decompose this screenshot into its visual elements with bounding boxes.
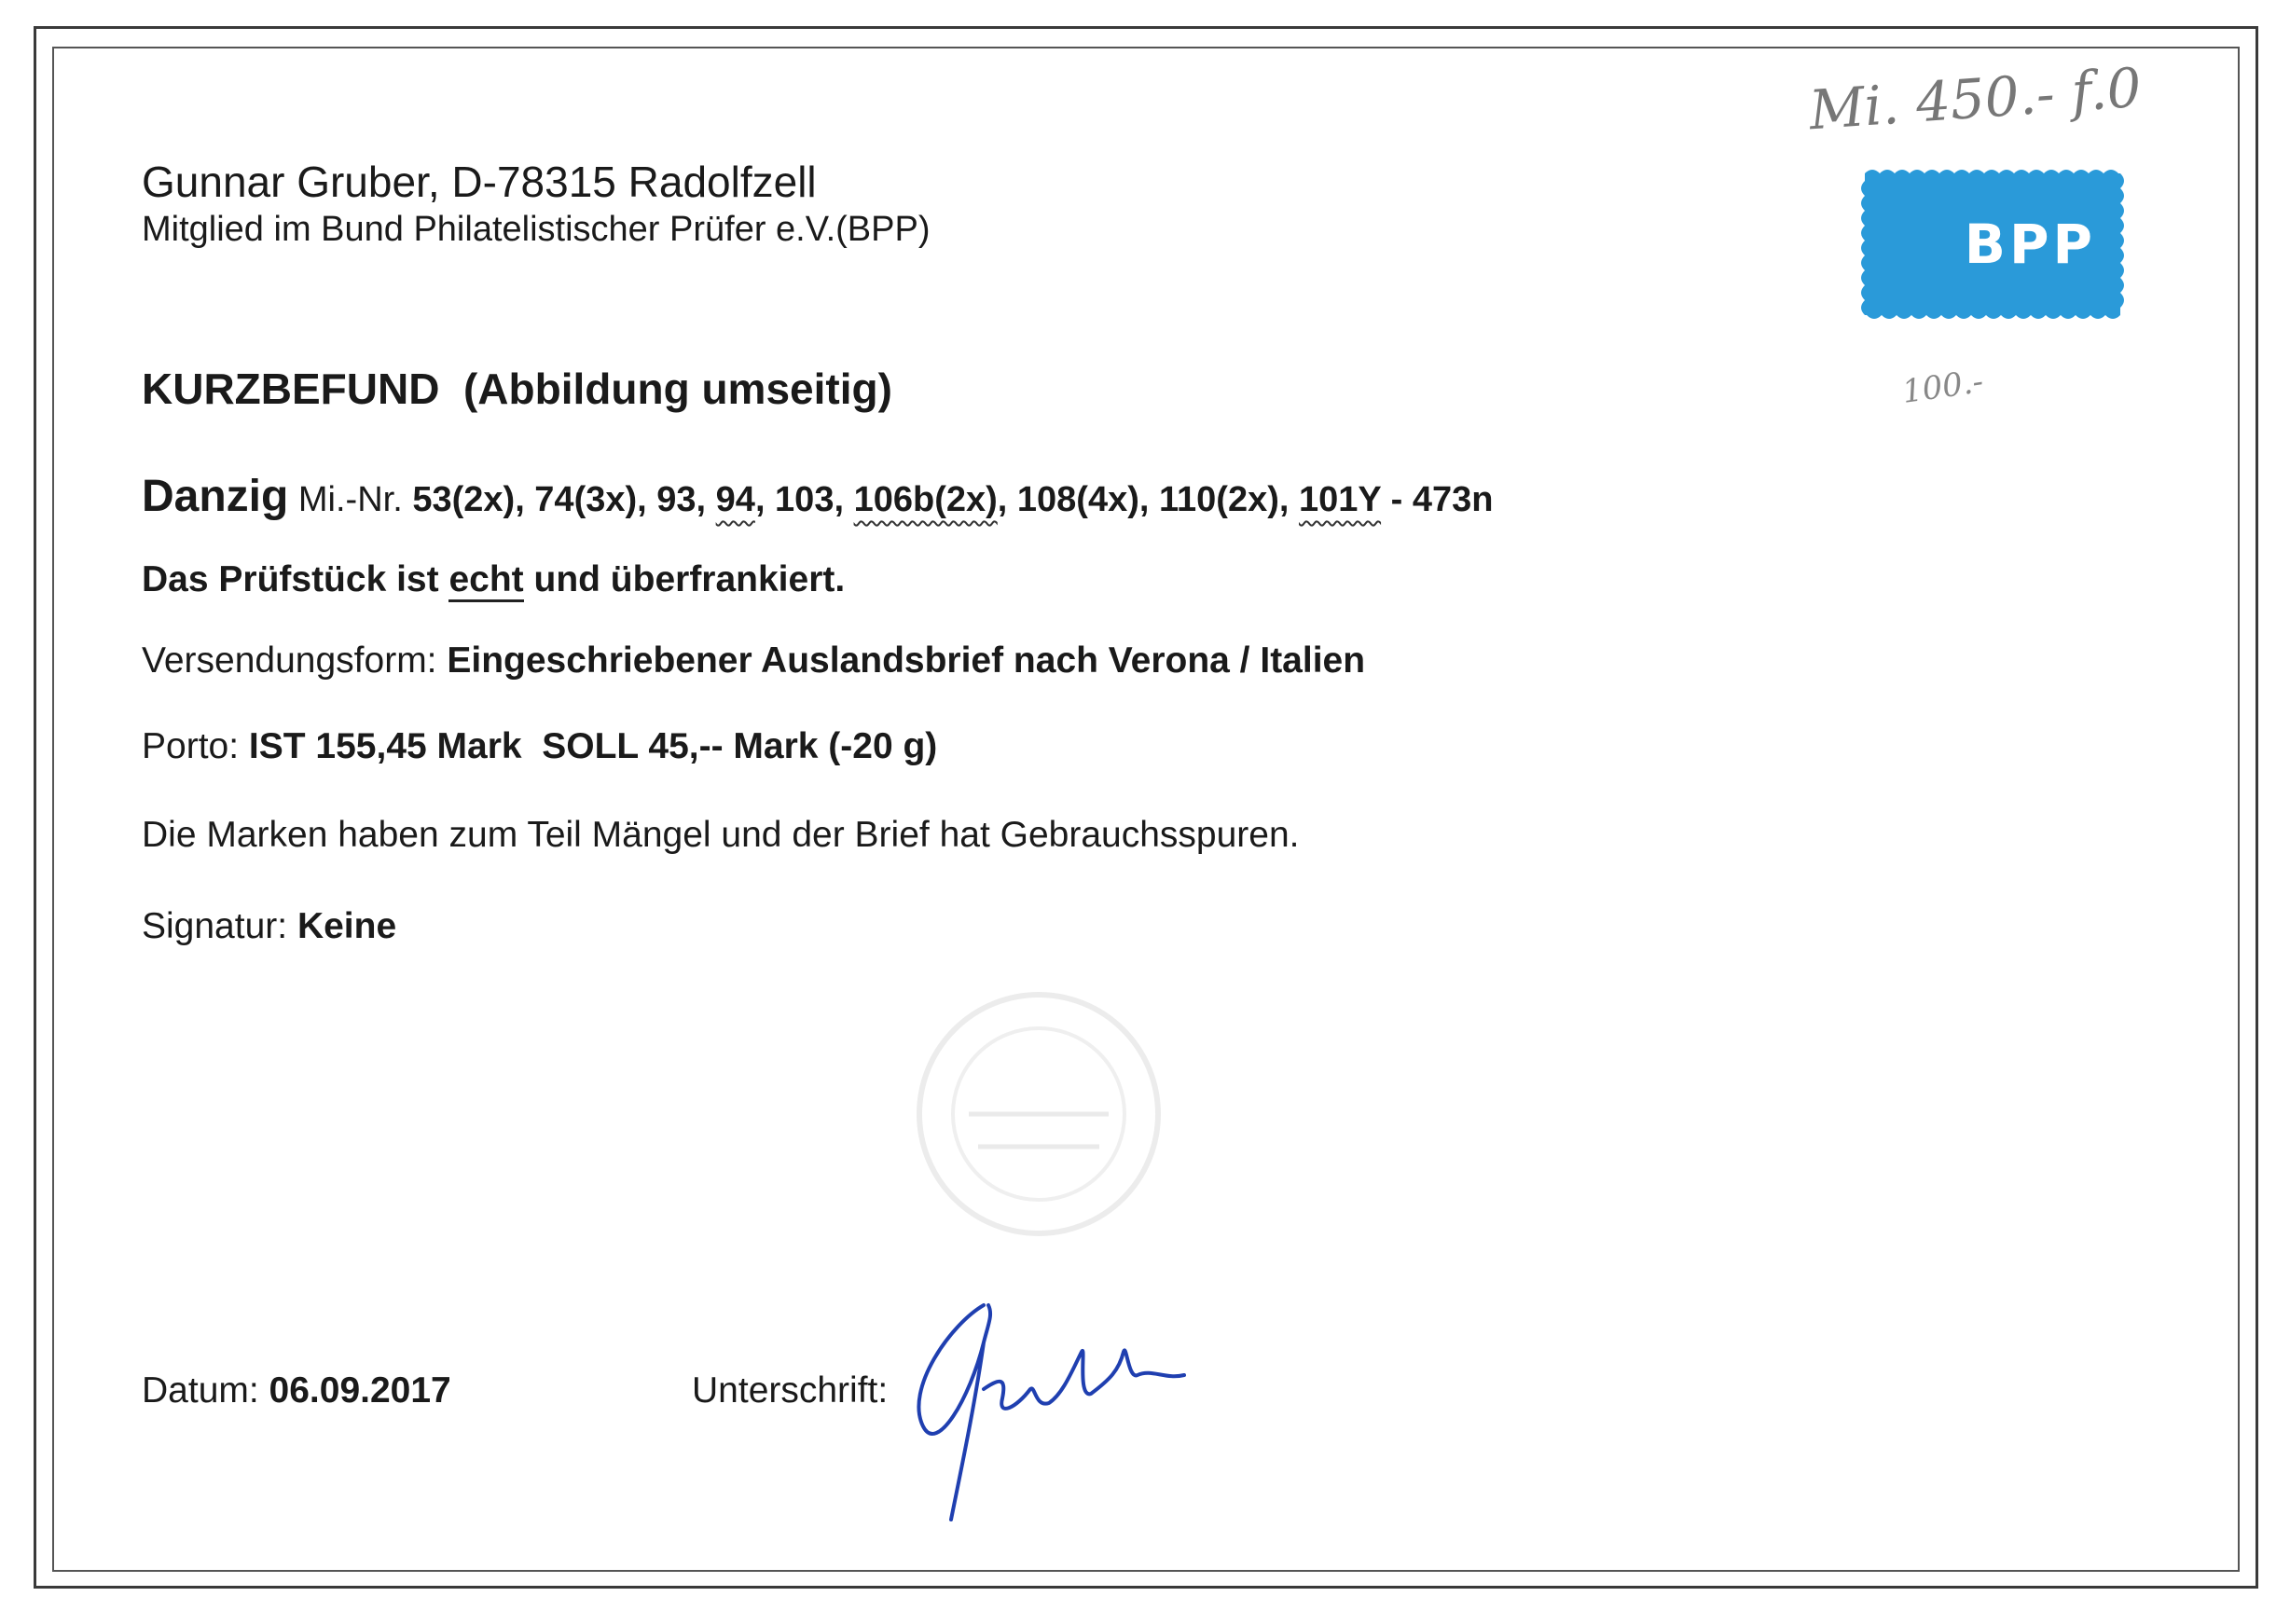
stamp-number-94: 94: [715, 480, 755, 519]
title-note: (Abbildung umseitig): [462, 365, 892, 413]
embossed-seal-icon: [899, 974, 1179, 1254]
signature-label: Unterschrift:: [692, 1370, 889, 1411]
date-label: Datum:: [142, 1370, 259, 1411]
stamp-numbers-4: - 473n: [1381, 480, 1494, 519]
shipping-form-value: Eingeschriebener Auslandsbrief nach Verona / Italien: [447, 640, 1366, 681]
country-name: Danzig: [142, 472, 289, 521]
result-echt: echt: [448, 559, 523, 602]
stamp-numbers-1: 53(2x), 74(3x), 93,: [412, 480, 707, 519]
stamp-numbers-2: , 103,: [754, 480, 845, 519]
result-prefix: Das Prüfstück ist: [142, 559, 439, 599]
pencil-price-note: Mi. 450.- f.0: [1807, 55, 2144, 143]
handwritten-signature-icon: [895, 1287, 1203, 1529]
signature-marking-value: Keine: [297, 906, 397, 946]
stamp-number-101y: 101Y: [1299, 480, 1382, 519]
date-line: [142, 1370, 451, 1411]
signature-marking-label: Signatur:: [142, 906, 288, 946]
result-suffix: und überfrankiert.: [533, 559, 846, 599]
result-line: [142, 559, 845, 600]
title-main: KURZBEFUND: [142, 365, 440, 413]
stamp-numbers-3: , 108(4x), 110(2x),: [997, 480, 1290, 519]
date-value: 06.09.2017: [269, 1370, 451, 1411]
stamp-number-106b: 106b(2x): [853, 480, 998, 519]
postage-actual: IST 155,45 Mark: [248, 726, 522, 766]
examiner-location: D-78315 Radolfzell: [451, 158, 817, 206]
membership-line: Mitglied im Bund Philatelistischer Prüfer e.V.(BPP): [142, 210, 931, 249]
examiner-header: Gunnar Gruber, D-78315 Radolfzell: [142, 158, 817, 206]
postage-line: [142, 726, 937, 767]
pencil-small-note: 100.-: [1899, 363, 1986, 411]
examiner-name: Gunnar Gruber: [142, 158, 428, 206]
stamp-list-line: [142, 471, 1493, 522]
document-title: [142, 364, 892, 414]
shipping-form-label: Versendungsform:: [142, 640, 437, 681]
shipping-form-line: [142, 640, 1365, 681]
signature-marking-line: [142, 906, 396, 947]
bpp-logo: [1857, 166, 2128, 323]
postage-required: SOLL 45,-- Mark (-20 g): [542, 726, 938, 766]
postage-label: Porto:: [142, 726, 240, 766]
mi-nr-label: Mi.-Nr.: [297, 480, 403, 519]
bpp-logo-text: BPP: [1964, 213, 2096, 276]
condition-remark: Die Marken haben zum Teil Mängel und der Brief hat Gebrauchsspuren.: [142, 815, 1300, 855]
